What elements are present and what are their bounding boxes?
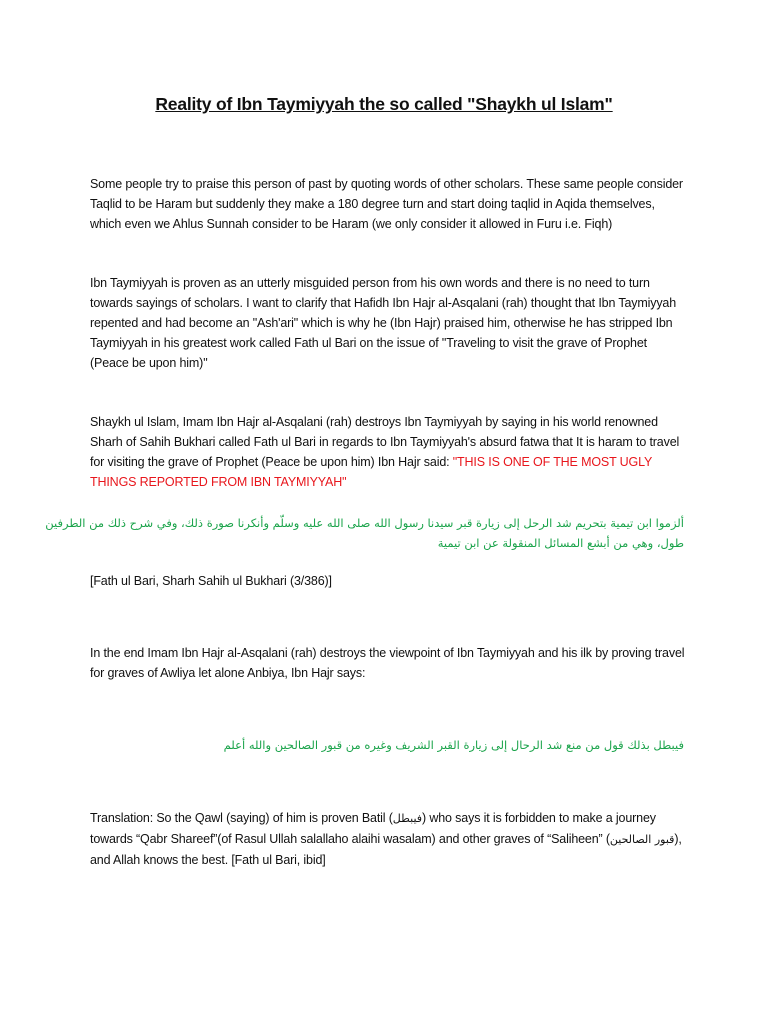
paragraph-ibn-hajr-text: Shaykh ul Islam, Imam Ibn Hajr al-Asqalani (rah) destroys Ibn Taymiyyah by saying in his world renowned Sharh of Sahih Bukhari called Fath ul Bari in regards to Ibn Taymiyyah's absurd fatwa that It is haram to travel for visiting the grave of Prophet (Peace be upon him) Ibn Hajr said: [90, 415, 680, 469]
paragraph-intro: Some people try to praise this person of past by quoting words of other scholars. These same people consider Taqlid to be Haram but suddenly they make a 180 degree turn and start doing taqlid in Aqida themselves, which even we Ahlus Sunnah consider to be Haram (we only consider it allowed in Furu i.e. Fiqh) [90, 177, 683, 231]
paragraph-ibn-hajr-quote [90, 412, 685, 492]
translation-part-2: ) who says it is forbidden to make a journey towards “Qabr Shareef”(of Rasul Ullah salallaho alaihi wasalam) and other graves of “Saliheen” ( [90, 811, 656, 846]
page-title: Reality of Ibn Taymiyyah the so called "Shaykh ul Islam" [155, 94, 613, 114]
paragraph-awliya: In the end Imam Ibn Hajr al-Asqalani (rah) destroys the viewpoint of Ibn Taymiyyah and his ilk by proving travel for graves of Awliya let alone Anbiya, Ibn Hajr says: [90, 646, 685, 680]
paragraph-misguided: Ibn Taymiyyah is proven as an utterly misguided person from his own words and there is no need to turn towards sayings of scholars. I want to clarify that Hafidh Ibn Hajr al-Asqalani (rah) thought that Ibn Taymiyyah repented and had become an "Ash'ari" which is why he (Ibn Hajr) praised him, otherwise he has stripped Ibn Taymiyyah in his greatest work called Fath ul Bari on the issue of "Traveling to visit the grave of Prophet (Peace be upon him)" [90, 276, 677, 370]
translation-part-1: Translation: So the Qawl (saying) of him is proven Batil ( [90, 811, 393, 825]
translation-arabic-word-1: فيبطل [392, 812, 423, 825]
translation-arabic-word-2: قبور الصالحين [609, 833, 675, 846]
reference-fath-ul-bari: [Fath ul Bari, Sharh Sahih ul Bukhari (3/386)] [90, 574, 332, 588]
arabic-quote-2 [74, 735, 684, 755]
arabic-quote-1-line-2: طول، وهي من أبشع المسائل المنقولة عن ابن تيمية [437, 536, 684, 550]
paragraph-translation [90, 808, 685, 870]
quote-red-text: "THIS IS ONE OF THE MOST UGLY THINGS REPORTED FROM IBN TAYMIYYAH" [90, 455, 652, 489]
arabic-quote-2-line: فيبطل بذلك قول من منع شد الرحال إلى زيارة القبر الشريف وغيره من قبور الصالحين والله أعلم [223, 738, 684, 752]
arabic-quote-1 [45, 513, 684, 553]
translation-part-3: ), and Allah knows the best. [Fath ul Bari, ibid] [90, 832, 682, 867]
arabic-quote-1-line-1: ألزموا ابن تيمية بتحريم شد الرحل إلى زيارة قبر سيدنا رسول الله صلى الله عليه وسلّم وأنكرنا صورة ذلك، وفي شرح ذلك من الطرفين [45, 516, 684, 530]
